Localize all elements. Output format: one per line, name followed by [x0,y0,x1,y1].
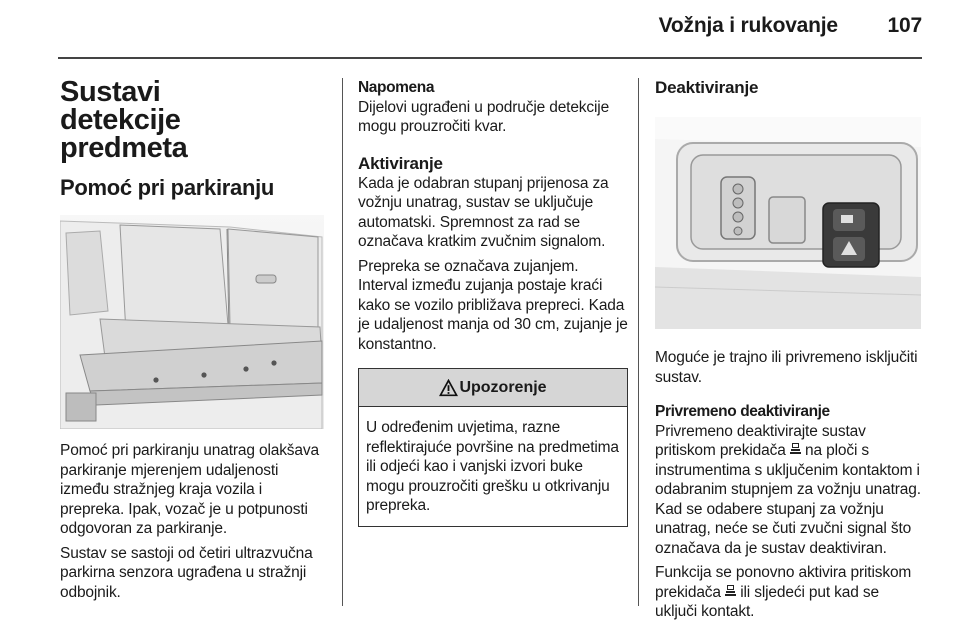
deactivation-heading: Deaktiviranje [655,78,759,97]
note-label: Napomena [358,79,435,96]
page-number: 107 [887,14,922,37]
column-2 [358,78,628,527]
activation-paragraph-2: Prepreka se označava zujanjem. Interval između zujanja postaje kraći kako se vozilo približava prepreci. Kada je udaljenost manja od 30 cm, zujanje je konstantno. [358,257,628,353]
temp-text-a: Privremeno deaktivirajte sustav pritiskom prekidača [655,422,866,459]
van-rear-image [60,215,324,429]
warning-box [358,368,628,527]
switch-panel-illustration [655,117,921,329]
running-header [659,14,922,38]
warning-body [359,407,627,526]
note-text: Dijelovi ugrađeni u područje detekcije mogu prouzročiti kvar. [358,98,610,135]
warning-triangle-icon [439,379,458,397]
temp-text-b: na ploči s instrumentima s uključenim kontaktom i odabranim stupnjem za vožnju unatrag. Kad se odabere stupanj za vožnju unatrag, neće se čuti zvučni signal što označava da je sustav deaktiviran. [655,442,921,557]
temporary-deactivation-heading: Privremeno deaktiviranje [655,403,830,420]
header-rule [58,57,922,59]
column-1 [60,78,330,602]
reactivate-text-b: ili sljedeći put kad se uključi kontakt. [655,583,879,620]
parking-sensor-switch-icon [725,584,736,598]
subsection-heading: Pomoć pri parkiranju [60,175,275,200]
intro-paragraph: Pomoć pri parkiranju unatrag olakšava parkiranje mjerenjem udaljenosti između stražnjeg kraja vozila i prepreka. Ipak, vozač je u potpunosti odgovoran za parkiranje. [60,442,319,537]
column-divider-2 [638,78,639,606]
reactivation-paragraph [655,563,923,622]
switch-panel-image [655,117,921,329]
reactivate-text-a: Funkcija se ponovno aktivira pritiskom prekidača [655,564,912,601]
sensors-paragraph: Sustav se sastoji od četiri ultrazvučna parkirna senzora ugrađena u stražnji odbojnik. [60,544,313,601]
column-3 [655,78,923,622]
column-divider-1 [342,78,343,606]
warning-header [359,369,627,407]
section-heading: Sustavi detekcije predmeta [60,76,188,164]
activation-paragraph-1: Kada je odabran stupanj prijenosa za vožnju unatrag, sustav se uključuje automatski. Spremnost za rad se označava kratkim zvučnim signalom. [358,174,609,250]
temporary-deactivation-paragraph [655,422,923,559]
van-rear-illustration [60,215,324,429]
deactivation-paragraph: Moguće je trajno ili privremeno isključiti sustav. [655,349,918,386]
warning-title: Upozorenje [459,378,547,396]
warning-text: U određenim uvjetima, razne reflektirajuće površine na predmetima ili odjeći kao i vanjski izvori buke mogu prouzročiti grešku u otkrivanju prepreka. [366,419,619,514]
activation-heading: Aktiviranje [358,153,443,173]
section-title: Vožnja i rukovanje [658,14,838,37]
parking-sensor-switch-icon [790,442,801,456]
